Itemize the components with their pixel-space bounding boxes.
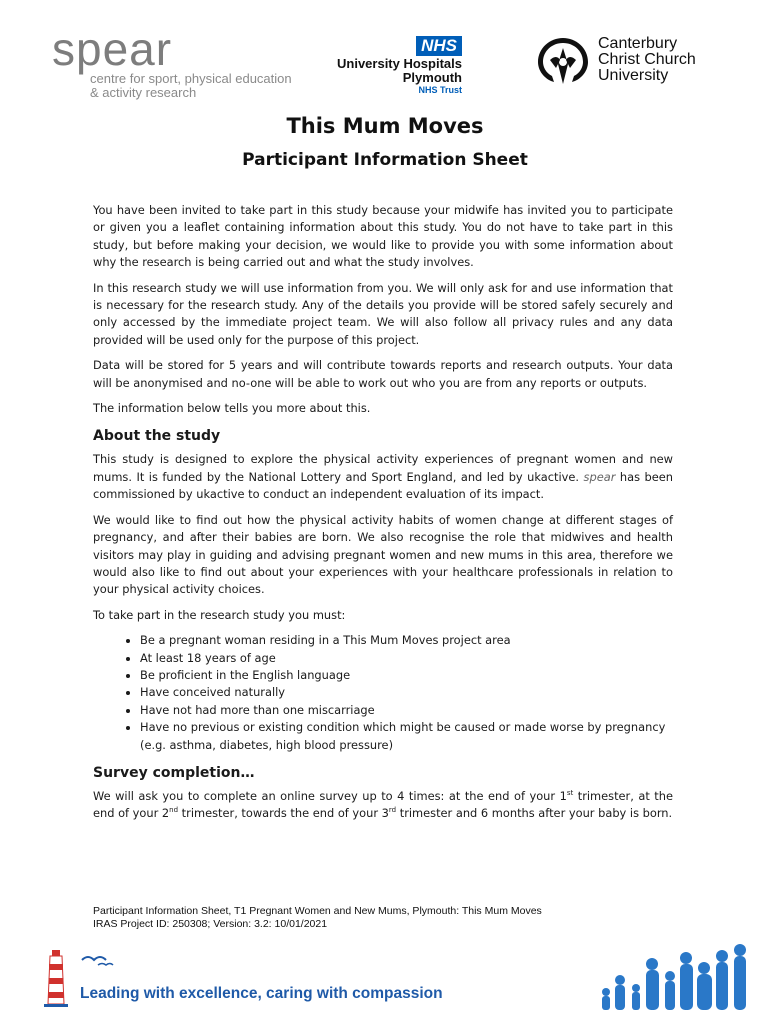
- criteria-item: • At least 18 years of age: [140, 650, 673, 667]
- survey-sup-1: st: [566, 789, 574, 798]
- about-heading: About the study: [93, 428, 221, 445]
- criteria-item: • Have no previous or existing condition which might be caused or made worse by pregnancy (e.g. asthma, diabetes, high blood pressure): [140, 719, 673, 754]
- document-title: This Mum Moves: [286, 114, 484, 138]
- intro-paragraph-1: You have been invited to take part in this study because your midwife has invited you to participate or given you a leaflet containing information about this study. You do not have to take part in this study, but before making your decision, we would like to provide you with some information about why the research is being carried out and what the study involves.: [93, 203, 673, 270]
- spear-tagline-line1: centre for sport, physical education: [90, 71, 292, 86]
- survey-sup-3: rd: [388, 806, 397, 815]
- survey-text-1: We will ask you to complete an online survey up to 4 times: at the end of your 1: [93, 788, 567, 803]
- canterbury-line1: Canterbury: [598, 35, 678, 52]
- spear-tagline-line2: & activity research: [90, 85, 197, 100]
- criteria-item: • Be a pregnant woman residing in a This Mum Moves project area: [140, 632, 673, 649]
- survey-text-3: trimester, towards the end of your 3: [178, 806, 389, 821]
- about-p1-text-a: This study is designed to explore the physical activity experiences of pregnant women and new mums. It is funded by the National Lottery and Sport England, and led by ukactive.: [93, 452, 673, 484]
- intro-paragraph-4: The information below tells you more about this.: [93, 401, 371, 416]
- nhs-trust-name-line2: Plymouth: [402, 70, 462, 85]
- criteria-item: • Have conceived naturally: [140, 684, 673, 701]
- footer-motto: Leading with excellence, caring with compassion: [80, 985, 443, 1002]
- about-p1-text-b: has been commissioned by ukactive to conduct an independent evaluation of its impact.: [93, 469, 674, 502]
- criteria-intro: To take part in the research study you must:: [93, 607, 346, 622]
- nhs-badge: NHS: [416, 36, 462, 56]
- survey-text-4: trimester and 6 months after your baby is born.: [396, 806, 673, 821]
- spear-logo-wordmark: spear: [52, 23, 173, 75]
- survey-paragraph: [93, 788, 673, 823]
- nhs-logo: [330, 36, 462, 96]
- intro-paragraph-2: In this research study we will use information from you. We will only ask for and use information that is necessary for the research study. Any of the details you provide will be stored safely securely and only accessed by the immediate project team. We will also follow all privacy rules and any data provided will be used only for the purpose of this project.: [93, 280, 673, 347]
- survey-text-2: trimester, at the end of your 2: [93, 788, 674, 821]
- about-p1-spear: spear: [583, 469, 616, 484]
- spear-logo-tagline: [90, 72, 292, 100]
- nhs-trust-name-line1: University Hospitals: [337, 56, 462, 71]
- about-paragraph-1: [93, 451, 673, 503]
- canterbury-emblem-icon: [532, 34, 594, 88]
- intro-paragraph-3: Data will be stored for 5 years and will contribute towards reports and research outputs. Your data will be anonymised and no-one will be able to work out who you are from any reports or outputs.: [93, 358, 673, 390]
- footer-line1: Participant Information Sheet, T1 Pregnant Women and New Mums, Plymouth: This Mum Moves: [93, 905, 542, 917]
- about-paragraph-2: We would like to find out how the physical activity habits of women change at different stages of pregnancy, and after their babies are born. We also recognise the role that midwives and health visitors may play in guiding and advising pregnant women and new mums in this area, therefore we would also like to find out about your experiences with your healthcare professionals in relation to your physical activity choices.: [93, 512, 673, 597]
- nhs-trust-name-line3: NHS Trust: [418, 85, 462, 95]
- lighthouse-icon: [38, 948, 74, 1008]
- document-subtitle: Participant Information Sheet: [242, 150, 528, 170]
- footer-line2: IRAS Project ID: 250308; Version: 3.2: 10/01/2021: [93, 918, 328, 930]
- criteria-item: • Have not had more than one miscarriage: [140, 702, 673, 719]
- family-silhouettes-icon: [596, 942, 750, 1012]
- canterbury-line3: University: [598, 67, 669, 84]
- canterbury-line2: Christ Church: [598, 51, 696, 68]
- criteria-item: • Be proficient in the English language: [140, 667, 673, 684]
- canterbury-logo-text: [598, 36, 696, 84]
- footer-reference: [93, 905, 542, 931]
- document-body: [93, 202, 673, 831]
- survey-heading: Survey completion…: [93, 764, 255, 781]
- birds-icon: [80, 952, 114, 968]
- survey-sup-2: nd: [169, 806, 179, 815]
- criteria-list: [93, 632, 673, 754]
